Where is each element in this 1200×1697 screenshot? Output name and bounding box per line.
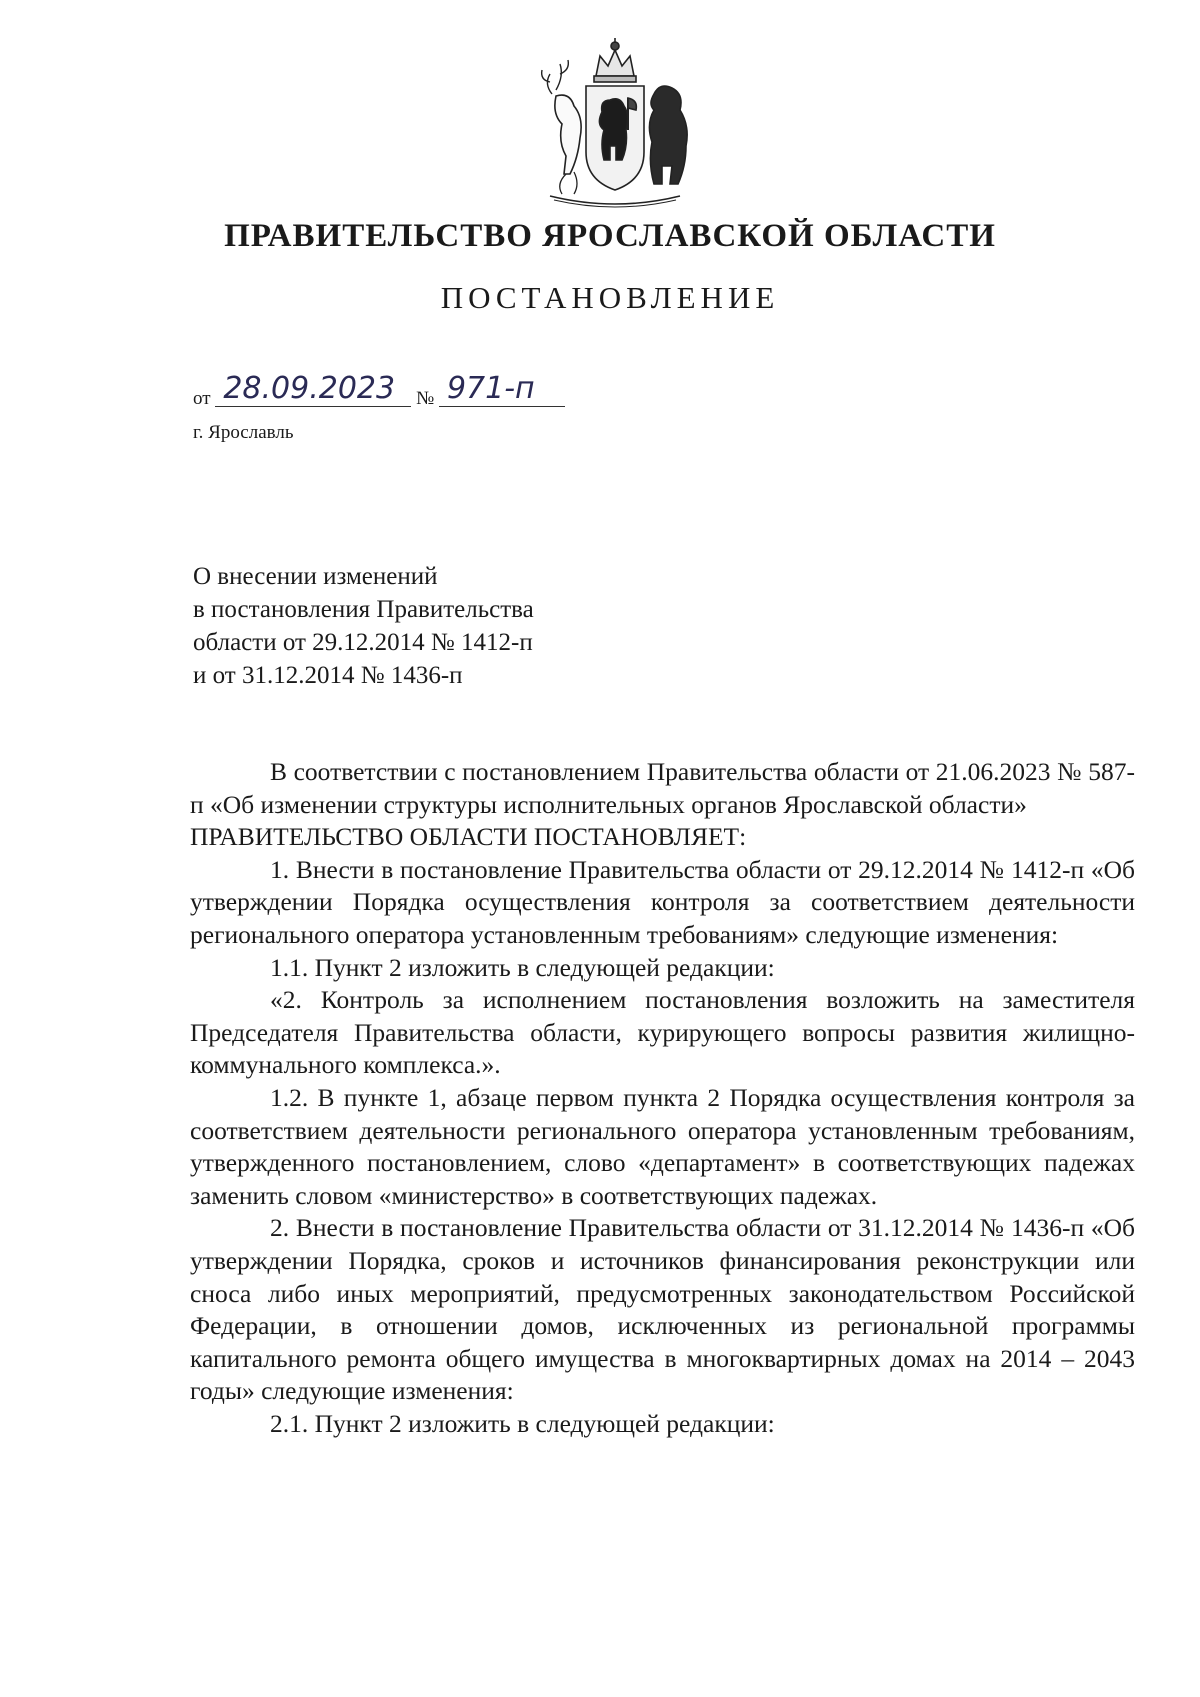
handwritten-date: 28.09.2023 <box>215 374 411 407</box>
body-paragraph: В соответствии с постановлением Правительства области от 21.06.2023 № 587-п «Об изменении структуры исполнительных органов Ярославской области» <box>190 757 1135 819</box>
subject-line: в постановления Правительства <box>193 596 534 623</box>
subject-line: и от 31.12.2014 № 1436-п <box>193 662 463 689</box>
body-paragraph: 1. Внести в постановление Правительства области от 29.12.2014 № 1412-п «Об утверждении Порядка осуществления контроля за соответствием деятельности регионального оператора установленным требованиям» следующие изменения: <box>190 854 1135 949</box>
subject-line: О внесении изменений <box>193 563 438 590</box>
body-paragraph: «2. Контроль за исполнением постановления возложить на заместителя Председателя Правительства области, курирующего вопросы развития жилищно-коммунального комплекса.». <box>190 985 1135 1080</box>
body-paragraph: 2.1. Пункт 2 изложить в следующей редакции: <box>270 1408 775 1438</box>
document-body <box>190 756 1135 1440</box>
handwritten-number: 971-п <box>439 374 565 407</box>
coat-of-arms-emblem <box>530 34 700 214</box>
city-label: г. Ярославль <box>193 422 294 443</box>
number-label: № <box>416 388 435 409</box>
dateline <box>193 371 565 413</box>
doc-type-title: ПОСТАНОВЛЕНИЕ <box>440 280 780 315</box>
subject-line: области от 29.12.2014 № 1412-п <box>193 629 533 656</box>
resolution-heading: ПРАВИТЕЛЬСТВО ОБЛАСТИ ПОСТАНОВЛЯЕТ: <box>190 822 747 852</box>
org-title: ПРАВИТЕЛЬСТВО ЯРОСЛАВСКОЙ ОБЛАСТИ <box>224 218 996 254</box>
body-paragraph: 1.2. В пункте 1, абзаце первом пункта 2 Порядка осуществления контроля за соответствием деятельности регионального оператора установленным требованиям, утвержденного постановлением, слово «департамент» в соответствующих падежах заменить словом «министерство» в соответствующих падежах. <box>190 1082 1135 1210</box>
subject-block <box>193 560 534 692</box>
body-paragraph: 2. Внести в постановление Правительства области от 31.12.2014 № 1436-п «Об утверждении Порядка, сроков и источников финансирования реконструкции или сноса либо иных мероприятий, предусмотренных законодательством Российской Федерации, в отношении домов, исключенных из региональной программы капитального ремонта общего имущества в многоквартирных домах на 2014 – 2043 годы» следующие изменения: <box>190 1213 1135 1406</box>
body-paragraph: 1.1. Пункт 2 изложить в следующей редакции: <box>270 952 775 982</box>
date-prefix-label: от <box>193 388 211 409</box>
